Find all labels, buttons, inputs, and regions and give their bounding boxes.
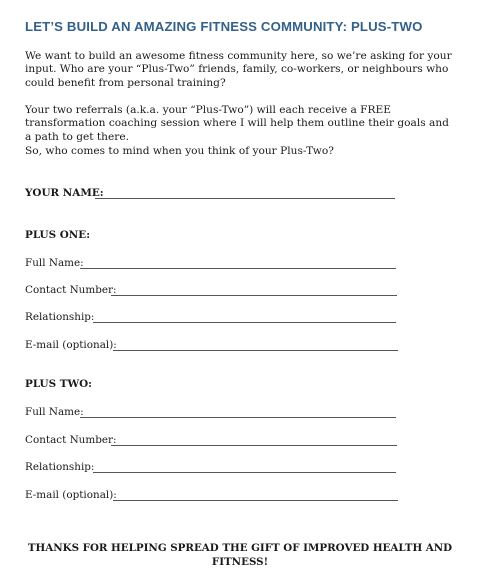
plus-one-full-name-row <box>25 256 396 270</box>
plus-two-email-row <box>25 488 398 502</box>
plus-one-relationship-row <box>25 310 396 324</box>
plus-one-full-name-field[interactable] <box>80 268 396 269</box>
intro-paragraph-2: Your two referrals (a.k.a. your “Plus-Two”) will each receive a FREE transformation coaching session where I will help them outline their goals and a path to get there. <box>25 104 449 143</box>
plus-one-contact-row <box>25 283 397 297</box>
plus-two-heading: PLUS TWO: <box>25 378 93 390</box>
plus-two-full-name-row <box>25 405 396 419</box>
footer-thanks: THANKS FOR HELPING SPREAD THE GIFT OF IMPROVED HEALTH AND FITNESS! <box>27 542 453 568</box>
plus-one-full-name-label: Full Name: <box>25 257 84 269</box>
plus-one-email-label: E-mail (optional): <box>25 339 117 351</box>
your-name-label: YOUR NAME: <box>25 187 104 199</box>
plus-one-contact-field[interactable] <box>111 295 397 296</box>
plus-one-relationship-field[interactable] <box>93 322 396 323</box>
plus-two-relationship-label: Relationship: <box>25 461 95 473</box>
your-name-row <box>25 186 395 200</box>
plus-two-email-label: E-mail (optional): <box>25 489 117 501</box>
page-title: LET’S BUILD AN AMAZING FITNESS COMMUNITY: PLUS-TWO <box>25 19 423 34</box>
plus-two-contact-row <box>25 433 397 447</box>
plus-two-contact-label: Contact Number: <box>25 434 117 446</box>
plus-one-email-field[interactable] <box>113 350 398 351</box>
plus-two-email-field[interactable] <box>113 500 398 501</box>
intro-paragraph-3: So, who comes to mind when you think of your Plus-Two? <box>25 145 334 157</box>
your-name-field[interactable] <box>95 198 395 199</box>
plus-two-full-name-field[interactable] <box>80 417 396 418</box>
plus-one-contact-label: Contact Number: <box>25 284 117 296</box>
plus-two-relationship-field[interactable] <box>93 472 396 473</box>
plus-one-email-row <box>25 338 398 352</box>
plus-one-heading: PLUS ONE: <box>25 229 91 241</box>
plus-two-relationship-row <box>25 460 396 474</box>
intro-paragraph-1: We want to build an awesome fitness community here, so we’re asking for your input. Who are your “Plus-Two” friends, family, co-workers, or neighbours who could benefit from personal training? <box>25 50 452 89</box>
plus-two-contact-field[interactable] <box>111 445 397 446</box>
plus-one-relationship-label: Relationship: <box>25 311 95 323</box>
plus-two-full-name-label: Full Name: <box>25 406 84 418</box>
